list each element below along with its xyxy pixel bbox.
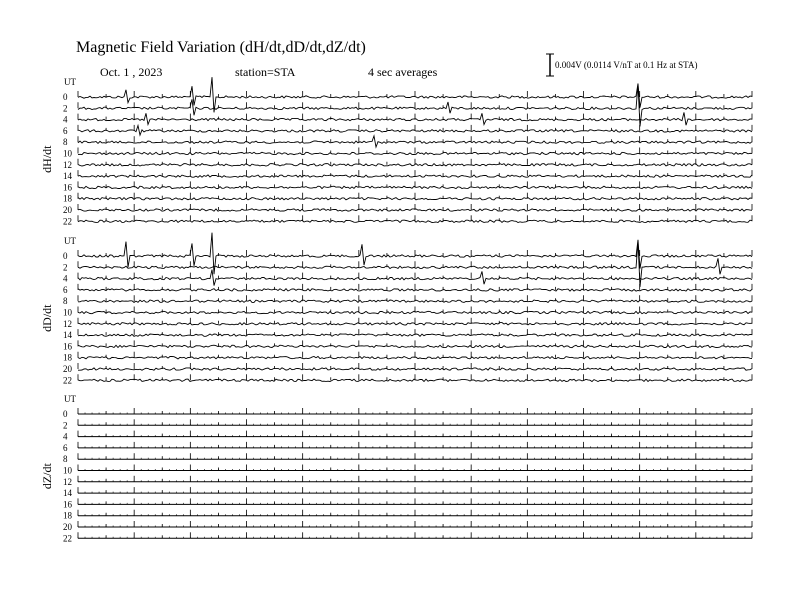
hour-label: 12 (63, 159, 72, 170)
hour-label: 2 (63, 420, 68, 431)
scale-note: 0.004V (0.0114 V/nT at 0.1 Hz at STA) (555, 60, 698, 70)
hour-label: 10 (63, 148, 72, 159)
hour-label: 16 (63, 341, 72, 352)
hour-label: 20 (63, 205, 72, 215)
hour-label: 22 (63, 216, 72, 227)
hour-label: 18 (63, 193, 72, 204)
panel-axis-label: dZ/dt (40, 463, 54, 490)
hour-label: 2 (63, 103, 68, 114)
panel-axis-label: dD/dt (40, 304, 54, 332)
ut-label: UT (64, 236, 76, 246)
ut-label: UT (64, 394, 76, 404)
panel-dz-dt (40, 394, 752, 543)
panel-dd-dt (40, 233, 752, 386)
hour-label: 12 (63, 476, 72, 487)
hour-label: 18 (63, 510, 72, 521)
station-label: station=STA (235, 65, 296, 79)
hour-label: 0 (63, 92, 68, 102)
hour-label: 22 (63, 533, 72, 544)
hour-label: 20 (63, 522, 72, 532)
date-label: Oct. 1 , 2023 (100, 65, 163, 79)
hour-label: 16 (63, 499, 72, 510)
hour-label: 6 (63, 284, 68, 295)
hour-label: 22 (63, 375, 72, 386)
hour-label: 4 (63, 431, 68, 442)
chart-title: Magnetic Field Variation (dH/dt,dD/dt,dZ/dt) (76, 39, 366, 56)
hour-label: 8 (63, 137, 68, 148)
hour-label: 4 (63, 273, 68, 284)
hour-label: 14 (63, 171, 72, 182)
hour-label: 8 (63, 454, 68, 465)
hour-label: 4 (63, 114, 68, 125)
panel-dh-dt (40, 77, 752, 226)
hour-label: 2 (63, 262, 68, 273)
hour-label: 16 (63, 182, 72, 193)
hour-label: 6 (63, 442, 68, 453)
hour-label: 18 (63, 352, 72, 363)
hour-label: 0 (63, 409, 68, 419)
hour-label: 10 (63, 307, 72, 318)
hour-label: 6 (63, 125, 68, 136)
averaging-label: 4 sec averages (368, 65, 438, 79)
ut-label: UT (64, 77, 76, 87)
hour-label: 14 (63, 330, 72, 341)
hour-label: 14 (63, 488, 72, 499)
hour-label: 0 (63, 251, 68, 261)
hour-label: 12 (63, 318, 72, 329)
hour-label: 20 (63, 364, 72, 374)
panel-axis-label: dH/dt (40, 145, 54, 173)
hour-label: 10 (63, 465, 72, 476)
hour-label: 8 (63, 296, 68, 307)
scale-bar (546, 54, 554, 76)
